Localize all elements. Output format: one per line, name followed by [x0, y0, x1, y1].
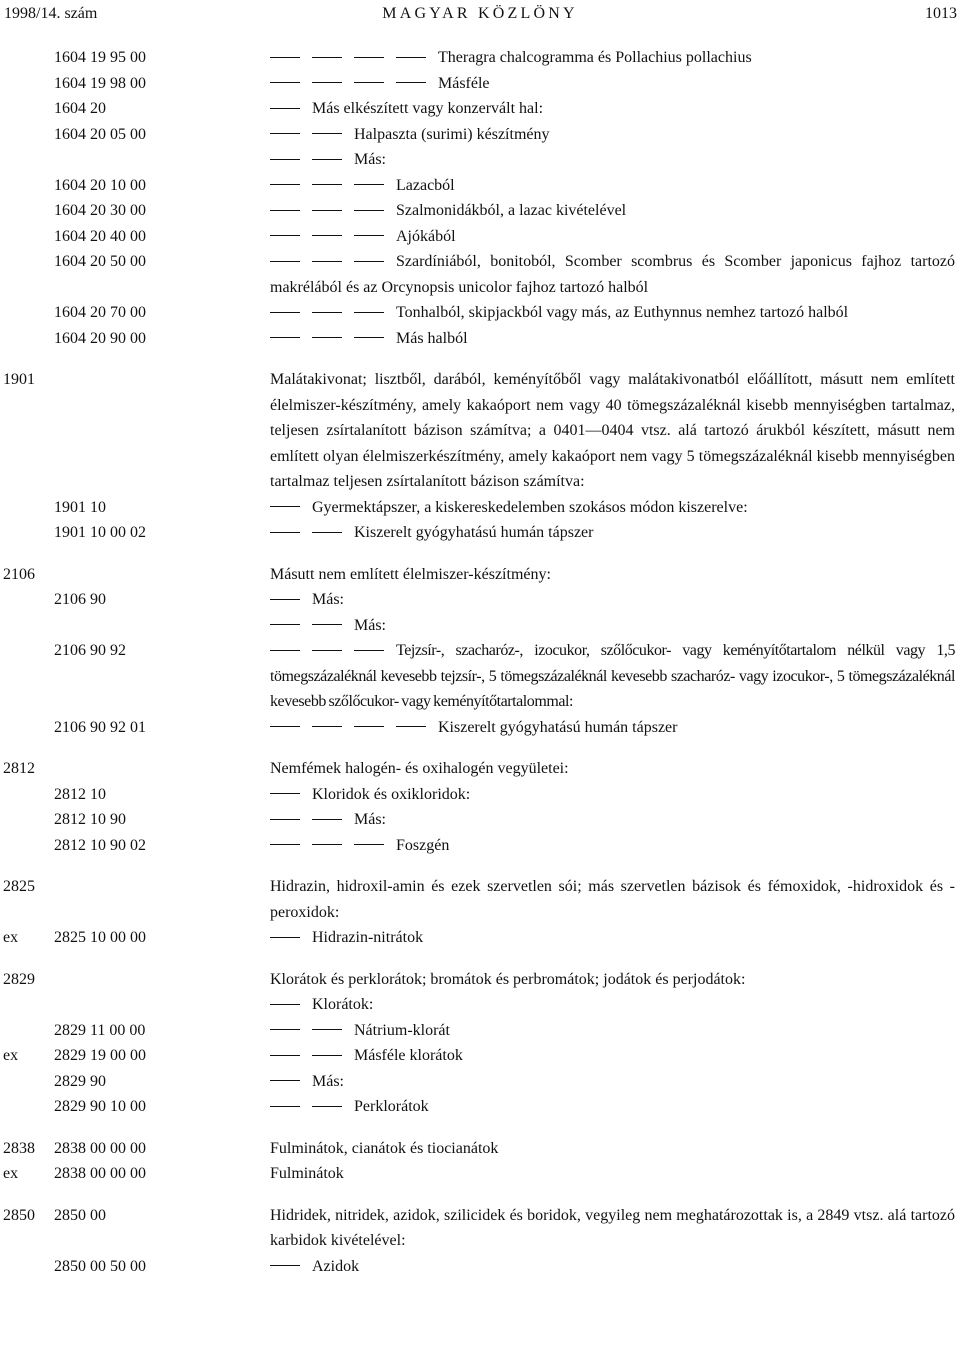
- tariff-description: [270, 71, 955, 97]
- tariff-code: 2812 10: [54, 785, 106, 803]
- indent-dash: [270, 532, 300, 533]
- tariff-description: [270, 520, 955, 546]
- tariff-description: [270, 249, 955, 300]
- tariff-entry: [0, 1203, 960, 1254]
- tariff-code: 1604 20 05 00: [54, 125, 146, 143]
- indent-dash: [354, 844, 384, 845]
- indent-dash: [270, 624, 300, 625]
- tariff-entry: [0, 1069, 960, 1095]
- tariff-description: [270, 833, 955, 859]
- tariff-entry: [0, 198, 960, 224]
- tariff-entry: [0, 613, 960, 639]
- indent-dash: [354, 261, 384, 262]
- indent-dash: [396, 57, 426, 58]
- tariff-entry: [0, 520, 960, 546]
- tariff-description: [270, 613, 955, 639]
- description-text: Más:: [312, 1072, 344, 1090]
- indent-dash: [312, 261, 342, 262]
- tariff-code: 1604 20 70 00: [54, 304, 146, 321]
- tariff-description: [270, 1069, 955, 1095]
- tariff-entry: [0, 638, 960, 715]
- description-text: Más:: [354, 811, 386, 828]
- indent-dash: [312, 133, 342, 134]
- description-text: Szardíniából, bonitoból, Scomber scombrus és Scomber japonicus fajhoz tartozó makrélából és az Orcynopsis unicolor fajhoz tartozó halból: [270, 253, 955, 296]
- tariff-list: [0, 45, 960, 1279]
- heading-marker: 2838: [3, 1139, 35, 1157]
- description-text: Tejzsír-, szacharóz-, izocukor, szőlőcukor- vagy keményítőtartalom nélkül vagy 1,5 tömegszázaléknál kevesebb tejzsír-, 5 tömegszázaléknál kevesebb szacharóz- vagy izocukor-, 5 tömegszázaléknál kevesebb szőlőcukor- vagy keményítőtartalommal:: [270, 642, 955, 710]
- tariff-entry: [0, 967, 960, 993]
- description-text: Klorátok:: [312, 996, 374, 1013]
- tariff-code: 1604 20 50 00: [54, 253, 146, 270]
- tariff-description: [270, 925, 955, 951]
- heading-marker: ex: [3, 1047, 19, 1064]
- tariff-description: [270, 326, 955, 352]
- description-text: Hidrazin, hidroxil-amin és ezek szervetlen sói; más szervetlen bázisok és fémoxidok, -hidroxidok és -peroxidok:: [270, 878, 955, 921]
- tariff-description: [270, 45, 955, 71]
- indent-dash: [270, 235, 300, 236]
- tariff-entry: [0, 1136, 960, 1162]
- tariff-entry: [0, 249, 960, 300]
- description-text: Más:: [354, 616, 386, 634]
- tariff-code: 2838 00 00 00: [54, 1139, 146, 1157]
- tariff-code: 2838 00 00 00: [54, 1165, 146, 1182]
- tariff-entry: [0, 367, 960, 495]
- tariff-description: [270, 224, 955, 250]
- description-text: Hidrazin-nitrátok: [312, 929, 424, 946]
- tariff-description: [270, 992, 955, 1018]
- tariff-entry: [0, 1254, 960, 1280]
- tariff-entry: [0, 756, 960, 782]
- indent-dash: [270, 337, 300, 338]
- indent-dash: [312, 1055, 342, 1056]
- indent-dash: [354, 184, 384, 185]
- description-text: Fulminátok, cianátok és tiocianátok: [270, 1139, 499, 1157]
- tariff-description: [270, 495, 955, 521]
- tariff-code: 2106 90 92: [54, 642, 126, 659]
- description-text: Másutt nem említett élelmiszer-készítmény:: [270, 565, 551, 583]
- tariff-entry: [0, 874, 960, 925]
- tariff-description: [270, 173, 955, 199]
- description-text: Más halból: [396, 329, 468, 347]
- tariff-description: [270, 715, 955, 741]
- indent-dash: [270, 599, 300, 600]
- tariff-entry: [0, 96, 960, 122]
- indent-dash: [270, 57, 300, 58]
- indent-dash: [312, 650, 342, 651]
- description-text: Más elkészített vagy konzervált hal:: [312, 100, 544, 117]
- tariff-code: 2850 00: [54, 1206, 106, 1224]
- description-text: Klorátok és perklorátok; bromátok és perbromátok; jodátok és perjodátok:: [270, 970, 746, 988]
- description-text: Foszgén: [396, 836, 450, 854]
- tariff-code: 1604 20 90 00: [54, 329, 146, 347]
- description-text: Kloridok és oxikloridok:: [312, 785, 471, 803]
- tariff-entry: [0, 587, 960, 613]
- indent-dash: [270, 1106, 300, 1107]
- indent-dash: [312, 819, 342, 820]
- description-text: Kiszerelt gyógyhatású humán tápszer: [354, 524, 594, 541]
- tariff-description: [270, 1161, 955, 1187]
- indent-dash: [270, 937, 300, 938]
- indent-dash: [312, 57, 342, 58]
- tariff-code: 2812 10 90: [54, 811, 126, 828]
- description-text: Lazacból: [396, 176, 455, 194]
- heading-marker: 2106: [3, 565, 35, 583]
- tariff-entry: [0, 807, 960, 833]
- indent-dash: [270, 1080, 300, 1081]
- description-text: Theragra chalcogramma és Pollachius pollachius: [438, 49, 752, 66]
- tariff-description: [270, 122, 955, 148]
- tariff-entry: [0, 715, 960, 741]
- page-header: [0, 0, 960, 26]
- indent-dash: [270, 844, 300, 845]
- indent-dash: [312, 1029, 342, 1030]
- description-text: Másféle: [438, 74, 490, 92]
- indent-dash: [312, 82, 342, 83]
- tariff-code: 2829 19 00 00: [54, 1047, 146, 1064]
- description-text: Más:: [354, 151, 386, 168]
- page-number: 1013: [925, 5, 957, 22]
- tariff-code: 2825 10 00 00: [54, 929, 146, 946]
- heading-marker: 1901: [3, 371, 35, 388]
- tariff-description: [270, 638, 955, 715]
- indent-dash: [270, 793, 300, 794]
- indent-dash: [270, 1265, 300, 1266]
- description-text: Másféle klorátok: [354, 1047, 463, 1064]
- heading-marker: ex: [3, 1165, 19, 1182]
- description-text: Más:: [312, 591, 344, 608]
- tariff-entry: [0, 562, 960, 588]
- description-text: Nátrium-klorát: [354, 1021, 450, 1039]
- tariff-code: 2850 00 50 00: [54, 1257, 146, 1275]
- tariff-entry: [0, 1043, 960, 1069]
- indent-dash: [270, 1055, 300, 1056]
- tariff-description: [270, 1254, 955, 1280]
- indent-dash: [354, 57, 384, 58]
- indent-dash: [396, 726, 426, 727]
- description-text: Nemfémek halogén- és oxihalogén vegyületei:: [270, 760, 569, 777]
- indent-dash: [270, 819, 300, 820]
- indent-dash: [312, 1106, 342, 1107]
- indent-dash: [312, 159, 342, 160]
- indent-dash: [312, 235, 342, 236]
- tariff-entry: [0, 833, 960, 859]
- tariff-code: 2829 11 00 00: [54, 1021, 146, 1039]
- indent-dash: [270, 312, 300, 313]
- indent-dash: [270, 159, 300, 160]
- tariff-entry: [0, 1094, 960, 1120]
- indent-dash: [270, 650, 300, 651]
- tariff-description: [270, 587, 955, 613]
- indent-dash: [270, 1004, 300, 1005]
- indent-dash: [270, 108, 300, 109]
- tariff-code: 1604 19 95 00: [54, 49, 146, 66]
- description-text: Fulminátok: [270, 1165, 344, 1182]
- tariff-entry: [0, 173, 960, 199]
- description-text: Malátakivonat; lisztből, darából, keményítőből vagy malátakivonatból előállított, másutt nem említett élelmiszer-készítmény, amely kakaóport nem vagy 40 tömegszázaléknál kisebb mennyiségben tartalmaz, teljesen zsírtalanított bázison számítva; a 0401—0404 vtsz. alá tartozó árukból készített, másutt nem említett olyan élelmiszerkészítmény, amely kakaóport nem vagy 5 tömegszázaléknál kisebb mennyiségben tartalmaz teljesen zsírtalanított bázison számítva:: [270, 371, 955, 490]
- tariff-code: 1901 10: [54, 498, 106, 516]
- tariff-code: 2829 90 10 00: [54, 1098, 146, 1115]
- heading-marker: 2850: [3, 1206, 35, 1224]
- heading-marker: 2812: [3, 760, 35, 777]
- indent-dash: [312, 532, 342, 533]
- description-text: Ajókából: [396, 227, 456, 245]
- tariff-code: 2106 90: [54, 591, 106, 608]
- tariff-code: 1604 20 40 00: [54, 227, 146, 245]
- tariff-description: [270, 367, 955, 495]
- indent-dash: [270, 726, 300, 727]
- tariff-code: 1604 20: [54, 100, 106, 117]
- tariff-code: 2829 90: [54, 1072, 106, 1090]
- tariff-description: [270, 147, 955, 173]
- tariff-entry: [0, 925, 960, 951]
- description-text: Halpaszta (surimi) készítmény: [354, 125, 550, 143]
- tariff-code: 2106 90 92 01: [54, 718, 146, 736]
- tariff-description: [270, 967, 955, 993]
- tariff-description: [270, 782, 955, 808]
- indent-dash: [312, 312, 342, 313]
- tariff-code: 2812 10 90 02: [54, 836, 146, 854]
- tariff-description: [270, 96, 955, 122]
- tariff-description: [270, 807, 955, 833]
- indent-dash: [354, 337, 384, 338]
- description-text: Azidok: [312, 1257, 360, 1275]
- tariff-entry: [0, 122, 960, 148]
- description-text: Szalmonidákból, a lazac kivételével: [396, 202, 627, 219]
- issue-number: 1998/14. szám: [4, 5, 98, 22]
- publication-title: MAGYAR KÖZLÖNY: [382, 5, 578, 22]
- tariff-code: 1604 20 10 00: [54, 176, 146, 194]
- indent-dash: [270, 261, 300, 262]
- description-text: Kiszerelt gyógyhatású humán tápszer: [438, 718, 678, 736]
- description-text: Hidridek, nitridek, azidok, szilicidek és boridok, vegyileg nem meghatározottak is, a 2849 vtsz. alá tartozó karbidok kivételével:: [270, 1206, 955, 1249]
- tariff-entry: [0, 300, 960, 326]
- tariff-entry: [0, 45, 960, 71]
- tariff-entry: [0, 1161, 960, 1187]
- tariff-description: [270, 1094, 955, 1120]
- tariff-entry: [0, 1018, 960, 1044]
- description-text: Tonhalból, skipjackból vagy más, az Euthynnus nemhez tartozó halból: [396, 304, 849, 321]
- indent-dash: [270, 1029, 300, 1030]
- indent-dash: [396, 82, 426, 83]
- tariff-code: 1604 20 30 00: [54, 202, 146, 219]
- indent-dash: [270, 82, 300, 83]
- tariff-entry: [0, 495, 960, 521]
- heading-marker: 2829: [3, 970, 35, 988]
- tariff-description: [270, 756, 955, 782]
- indent-dash: [312, 624, 342, 625]
- indent-dash: [312, 210, 342, 211]
- tariff-description: [270, 562, 955, 588]
- indent-dash: [354, 210, 384, 211]
- indent-dash: [354, 235, 384, 236]
- tariff-description: [270, 300, 955, 326]
- indent-dash: [354, 650, 384, 651]
- tariff-entry: [0, 147, 960, 173]
- indent-dash: [270, 506, 300, 507]
- tariff-description: [270, 198, 955, 224]
- indent-dash: [354, 82, 384, 83]
- tariff-entry: [0, 992, 960, 1018]
- tariff-entry: [0, 71, 960, 97]
- indent-dash: [270, 210, 300, 211]
- tariff-description: [270, 874, 955, 925]
- indent-dash: [354, 726, 384, 727]
- indent-dash: [270, 184, 300, 185]
- indent-dash: [270, 133, 300, 134]
- heading-marker: 2825: [3, 878, 35, 895]
- description-text: Gyermektápszer, a kiskereskedelemben szokásos módon kiszerelve:: [312, 498, 748, 516]
- tariff-code: 1604 19 98 00: [54, 74, 146, 92]
- indent-dash: [354, 312, 384, 313]
- tariff-description: [270, 1203, 955, 1254]
- tariff-description: [270, 1136, 955, 1162]
- tariff-code: 1901 10 00 02: [54, 524, 146, 541]
- tariff-description: [270, 1043, 955, 1069]
- indent-dash: [312, 337, 342, 338]
- tariff-entry: [0, 224, 960, 250]
- indent-dash: [312, 844, 342, 845]
- indent-dash: [312, 184, 342, 185]
- tariff-description: [270, 1018, 955, 1044]
- description-text: Perklorátok: [354, 1098, 429, 1115]
- tariff-entry: [0, 326, 960, 352]
- heading-marker: ex: [3, 929, 19, 946]
- indent-dash: [312, 726, 342, 727]
- tariff-entry: [0, 782, 960, 808]
